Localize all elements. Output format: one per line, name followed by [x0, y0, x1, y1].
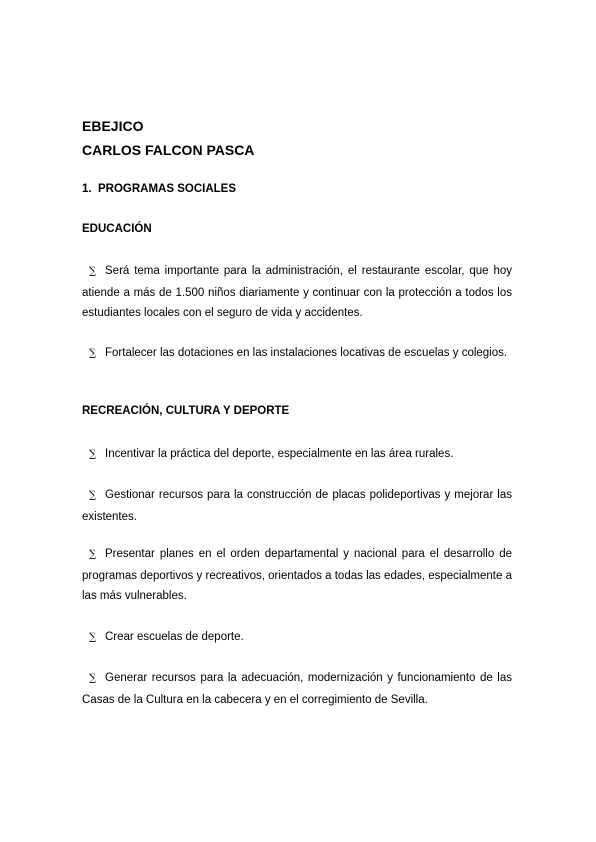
- list-item-text: Incentivar la práctica del deporte, especialmente en las área rurales.: [105, 448, 454, 460]
- section-title: PROGRAMAS SOCIALES: [97, 183, 236, 195]
- document-title-municipality: EBEJICO: [82, 118, 144, 134]
- list-item-recreation-5: [82, 668, 512, 710]
- list-item-recreation-4: [82, 627, 512, 649]
- subsection-heading-education: EDUCACIÓN: [82, 223, 152, 235]
- bullet-icon: ∑: [89, 266, 97, 277]
- bullet-icon: ∑: [89, 348, 97, 359]
- list-item-recreation-1: [82, 444, 512, 466]
- bullet-icon: ∑: [89, 673, 97, 684]
- list-item-text: Será tema importante para la administración, el restaurante escolar, que hoy atiende a más de 1.500 niños diariamente y continuar con la protección a todos los estudiantes locales con el seguro de vida y accidentes.: [82, 265, 512, 320]
- list-item-recreation-2: [82, 485, 512, 527]
- list-item-text: Generar recursos para la adecuación, modernización y funcionamiento de las Casas de la Cultura en la cabecera y en el corregimiento de Sevilla.: [82, 672, 512, 706]
- list-item-text: Crear escuelas de deporte.: [105, 631, 244, 643]
- bullet-icon: ∑: [89, 632, 97, 643]
- section-number: 1.: [82, 183, 92, 195]
- subsection-heading-recreation: RECREACIÓN, CULTURA Y DEPORTE: [82, 405, 290, 417]
- list-item-education-1: [82, 261, 512, 324]
- list-item-text: Presentar planes en el orden departamental y nacional para el desarrollo de programas deportivos y recreativos, orientados a todas las edades, especialmente a las más vulnerables.: [82, 548, 512, 603]
- list-item-text: Fortalecer las dotaciones en las instalaciones locativas de escuelas y colegios.: [105, 347, 508, 359]
- list-item-text: Gestionar recursos para la construcción de placas polideportivas y mejorar las existentes.: [82, 489, 512, 523]
- bullet-icon: ∑: [89, 449, 97, 460]
- bullet-icon: ∑: [89, 549, 97, 560]
- list-item-recreation-3: [82, 544, 512, 607]
- bullet-icon: ∑: [89, 490, 97, 501]
- document-title-candidate: CARLOS FALCON PASCA: [82, 142, 255, 158]
- section-heading: [82, 183, 236, 195]
- list-item-education-2: [82, 343, 512, 365]
